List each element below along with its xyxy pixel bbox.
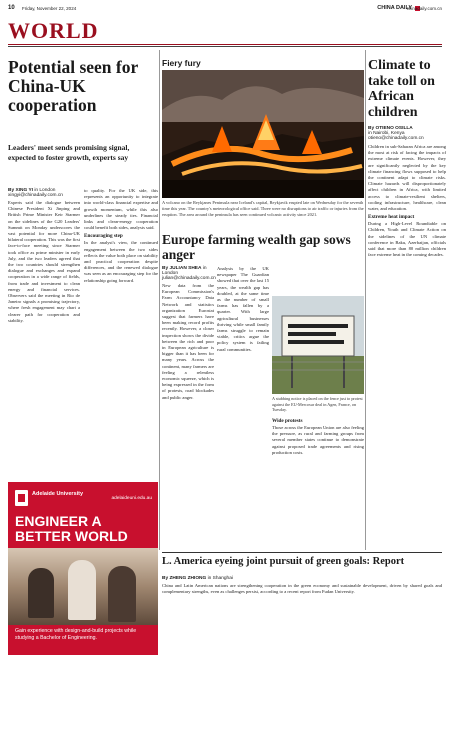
latam-body: China and Latin American nations are strengthening cooperation in the green economy and sustainable development, driven by shared goals and complementary strengths, even as challenges persist, according to a recent report from Fudan University.	[162, 583, 442, 595]
climate-body: Children in sub-Saharan Africa are among the most at risk of facing the impacts of extreme climate events. However, they are significantly neglected by the key climate financing flows supposed to help the continent adapt to climate risks. Climate hazards will disproportionately affect children in Africa, with limited access to climate-resilient shelters, cooling infrastructure, healthcare, clean water, and education.	[368, 144, 446, 212]
ad-photo	[8, 548, 158, 625]
column-divider-left	[159, 50, 160, 550]
photo-caption: A volcano on the Reykjanes Peninsula near Iceland's capital, Reykjavik erupted late on Wednesday for the seventh time this year. The country's meteorological office said. Three were no disruptions to air traffic or injuries from the eruption. The area around the peninsula has seen continued volcanic activity since 2021.	[162, 200, 364, 217]
ad-url[interactable]: adelaideuni.edu.au	[111, 496, 152, 501]
latam-story	[162, 576, 442, 595]
latam-headline[interactable]: L. America eyeing joint pursuit of green goals: Report	[162, 556, 405, 567]
europe-subhead: Wide protests	[272, 418, 303, 424]
protest-photo-caption: A stubbing notice is placed on the fence just to protest against the EU-Mercosur deal in Agen, France, on Tuesday.	[272, 396, 363, 413]
person-silhouette-icon	[28, 568, 54, 618]
masthead	[8, 4, 442, 14]
lead-deck: Leaders' meet sends promising signal, expected to foster growth, experts say	[8, 143, 130, 162]
university-logo-icon	[15, 490, 28, 506]
climate-headline[interactable]: Climate to take toll on African children	[368, 58, 435, 120]
lead-column-1	[8, 188, 80, 324]
protest-sign-illustration-icon	[272, 296, 364, 394]
dateline: Friday, November 22, 2024	[22, 6, 77, 11]
climate-byline-email[interactable]: otieno@chinadaily.com.cn	[368, 136, 424, 141]
europe-byline	[162, 266, 214, 276]
paper-url[interactable]: chinadaily.com.cn	[406, 6, 442, 11]
europe-headline[interactable]: Europe farming wealth gap sows anger	[162, 232, 351, 262]
climate-body-2: During a High-Level Roundtable on Children, Youth and Climate Action on the sidelines of the UN climate conference in Baku, Azerbaijan, officials said that more than 80 million children face extreme heat in the coming decades.	[368, 221, 446, 258]
climate-byline-name: By OTIENO OSILLA	[368, 126, 413, 131]
ad-organization: Adelaide University	[32, 491, 84, 497]
lead-body-col2b: In the analyst's view, the continued engagement between the two sides reflects the value both place on stability and practical cooperation despite differences, and the renewed dialogue was seen as an encouraging step for the relationship going forward.	[84, 240, 158, 283]
latam-byline	[162, 576, 442, 581]
advertisement[interactable]	[8, 482, 158, 655]
europe-byline-name: By JULIAN SHEA	[162, 266, 202, 271]
ad-footer-text: Gain experience with design-and-build projects while studying a Bachelor of Engineering.	[15, 628, 137, 641]
climate-byline-location: in Nairobi, Kenya	[368, 131, 405, 136]
column-divider-right	[365, 50, 366, 550]
europe-column-2	[217, 266, 269, 353]
ad-headline: ENGINEER A BETTER WORLD	[15, 513, 128, 544]
section-rule-thin	[8, 46, 442, 47]
lead-byline-name: By XING YI	[8, 188, 33, 193]
lead-body-col2: to quality. For the UK side, this represents an opportunity to integrate into world-class financial expertise and growth momentum, while this also underlines the steady ties. Financial links and clean-energy cooperation could benefit both sides, analysts said.	[84, 188, 158, 231]
section-title: WORLD	[8, 18, 99, 43]
photo-story-label: Fiery fury	[162, 58, 201, 68]
europe-byline-location: in London	[162, 266, 207, 276]
lead-column-2	[84, 188, 158, 284]
section-rule	[8, 44, 442, 45]
lead-subhead: Encouraging step	[84, 233, 123, 240]
europe-body-col3: Those across the European Union are also feeling the pressure, as rural and farming groups from several member states continue to demonstrate against proposed trade agreements and rising production costs.	[272, 425, 364, 455]
lead-body-col1: Experts said the dialogue between Chinese President Xi Jinping and British Prime Minister Keir Starmer on the sidelines of the G20 Leaders' Summit on Monday underscores the vast potential for more China-UK bilateral cooperation. This was the first face-to-face meeting since Starmer took office as prime minister in early July, and the two leaders agreed that the two countries should strengthen dialogue and exchanges and expand cooperation in a wide range of fields, from trade and investment to clean energy and financial services. Observers said the meeting in Rio de Janeiro signals a promising trajectory, where fresh engagement may chart a clearer path for cooperation and stability.	[8, 200, 80, 323]
person-silhouette-icon	[68, 560, 96, 620]
paper-name: CHINA DAILY	[377, 5, 412, 11]
latam-byline-location: in Shanghai	[207, 576, 233, 581]
climate-subhead: Extreme heat impact	[368, 214, 415, 221]
lead-headline[interactable]: Potential seen for China-UK cooperation	[8, 57, 138, 115]
europe-body-col2: Analysis by the UK newspaper The Guardian showed that over the last 15 years, the wealth gap has doubled, at the same time as the number of small farms has fallen by a quarter. With large agricultural businesses thriving while small family farms struggle to remain viable, critics argue the policy system is failing rural communities.	[217, 266, 269, 352]
page-number: 10	[8, 5, 15, 11]
lead-byline-location: in London	[34, 188, 56, 193]
volcano-illustration-icon	[162, 70, 364, 198]
europe-byline-email[interactable]: julian@chinadaily.com.cn	[162, 276, 216, 281]
volcano-photo	[162, 70, 364, 198]
europe-body-col1: New data from the European Commission's Farm Accountancy Data Network and statistics organization Eurostat suggest that farmers have been making record profits recently. However, a closer inspection shows the divide between the rich and poor in European agriculture is bigger than it has been for many years. Across the continent, many farmers are feeling a relentless economic squeeze, which is being expressed in the form of protests, road blockades and public anger.	[162, 283, 214, 400]
europe-column-3	[272, 416, 364, 456]
latam-byline-name: By ZHENG ZHIONG	[162, 576, 207, 581]
climate-column	[368, 126, 446, 258]
lead-byline-email[interactable]: xingyi@chinadaily.com.cn	[8, 193, 63, 198]
bottom-story-rule	[162, 552, 442, 553]
person-silhouette-icon	[108, 566, 136, 622]
protest-photo	[272, 296, 364, 394]
europe-column-1	[162, 266, 214, 401]
